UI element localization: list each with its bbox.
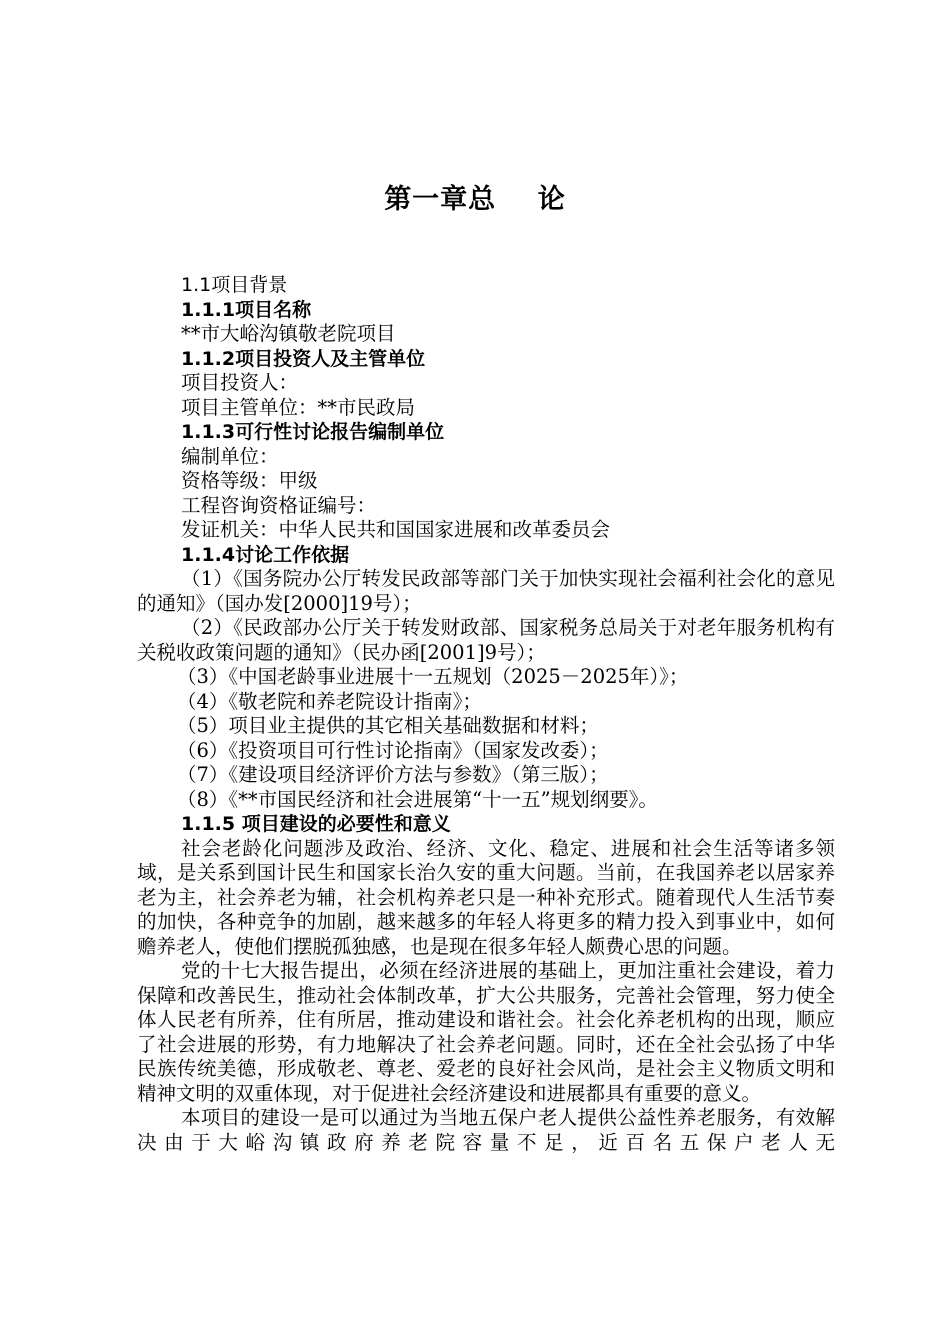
issuer-line: 发证机关：中华人民共和国国家进展和改革委员会	[181, 518, 611, 541]
report-unit-line: 编制单位：	[181, 444, 279, 468]
qualification-line: 资格等级：甲级	[181, 469, 318, 492]
project-name-value: **市大峪沟镇敬老院项目	[181, 322, 396, 345]
basis-item: （8）《**市国民经济和社会进展第“十一五”规划纲要》。	[177, 787, 658, 811]
basis-item: （3）《中国老龄事业进展十一五规划（2025－2025年）》；	[177, 665, 689, 688]
necessity-paragraph: 本项目的建设一是可以通过为当地五保户老人提供公益性养老服务，有效解决由于大峪沟镇政府养老院容量不足，近百名五保户老人无	[137, 1106, 835, 1154]
basis-item: （1）《国务院办公厅转发民政部等部门关于加快实现社会福利社会化的意见的通知》（国办发[2000]19号）；	[137, 567, 835, 615]
certificate-line: 工程咨询资格证编号：	[181, 493, 377, 517]
supervisor-line: 项目主管单位：**市民政局	[181, 395, 416, 419]
subsection-heading-basis: 1.1.4讨论工作依据	[181, 543, 350, 566]
subsection-heading-necessity: 1.1.5 项目建设的必要性和意义	[181, 813, 451, 835]
necessity-paragraph: 党的十七大报告提出，必须在经济进展的基础上，更加注重社会建设，着力保障和改善民生，推动社会体制改革，扩大公共服务，完善社会管理，努力使全体人民老有所养，住有所居，推动建设和谐社会。社会化养老机构的出现，顺应了社会进展的形势，有力地解决了社会养老问题。同时，还在全社会弘扬了中华民族传统美德，形成敬老、尊老、爱老的良好社会风尚，是社会主义物质文明和精神文明的双重体现，对于促进社会经济建设和进展都具有重要的意义。	[137, 959, 835, 1105]
subsection-heading-investor: 1.1.2项目投资人及主管单位	[181, 347, 426, 370]
basis-item: （2）《民政部办公厅关于转发财政部、国家税务总局关于对老年服务机构有关税收政策问题的通知》（民办函[2001]9号）；	[137, 616, 835, 664]
subsection-heading-project-name: 1.1.1项目名称	[181, 298, 312, 321]
basis-item: （4）《敬老院和养老院设计指南》；	[177, 689, 482, 713]
basis-item: （6）《投资项目可行性讨论指南》（国家发改委）；	[177, 738, 609, 762]
basis-item: （7）《建设项目经济评价方法与参数》（第三版）；	[177, 763, 609, 786]
necessity-paragraph: 社会老龄化问题涉及政治、经济、文化、稳定、进展和社会生活等诸多领域，是关系到国计民生和国家长治久安的重大问题。当前，在我国养老以居家养老为主，社会养老为辅，社会机构养老只是一种补充形式。随着现代人生活节奏的加快，各种竞争的加剧，越来越多的年轻人将更多的精力投入到事业中，如何赡养老人，使他们摆脱孤独感，也是现在很多年轻人颇费心思的问题。	[137, 836, 835, 958]
basis-item: （5）项目业主提供的其它相关基础数据和材料；	[177, 714, 599, 737]
document-body	[137, 273, 835, 1155]
section-heading-background: 1.1项目背景	[181, 274, 288, 296]
investor-line: 项目投资人：	[181, 371, 299, 394]
subsection-heading-report-unit: 1.1.3可行性讨论报告编制单位	[181, 421, 445, 443]
chapter-title: 第一章总 论	[384, 184, 566, 215]
